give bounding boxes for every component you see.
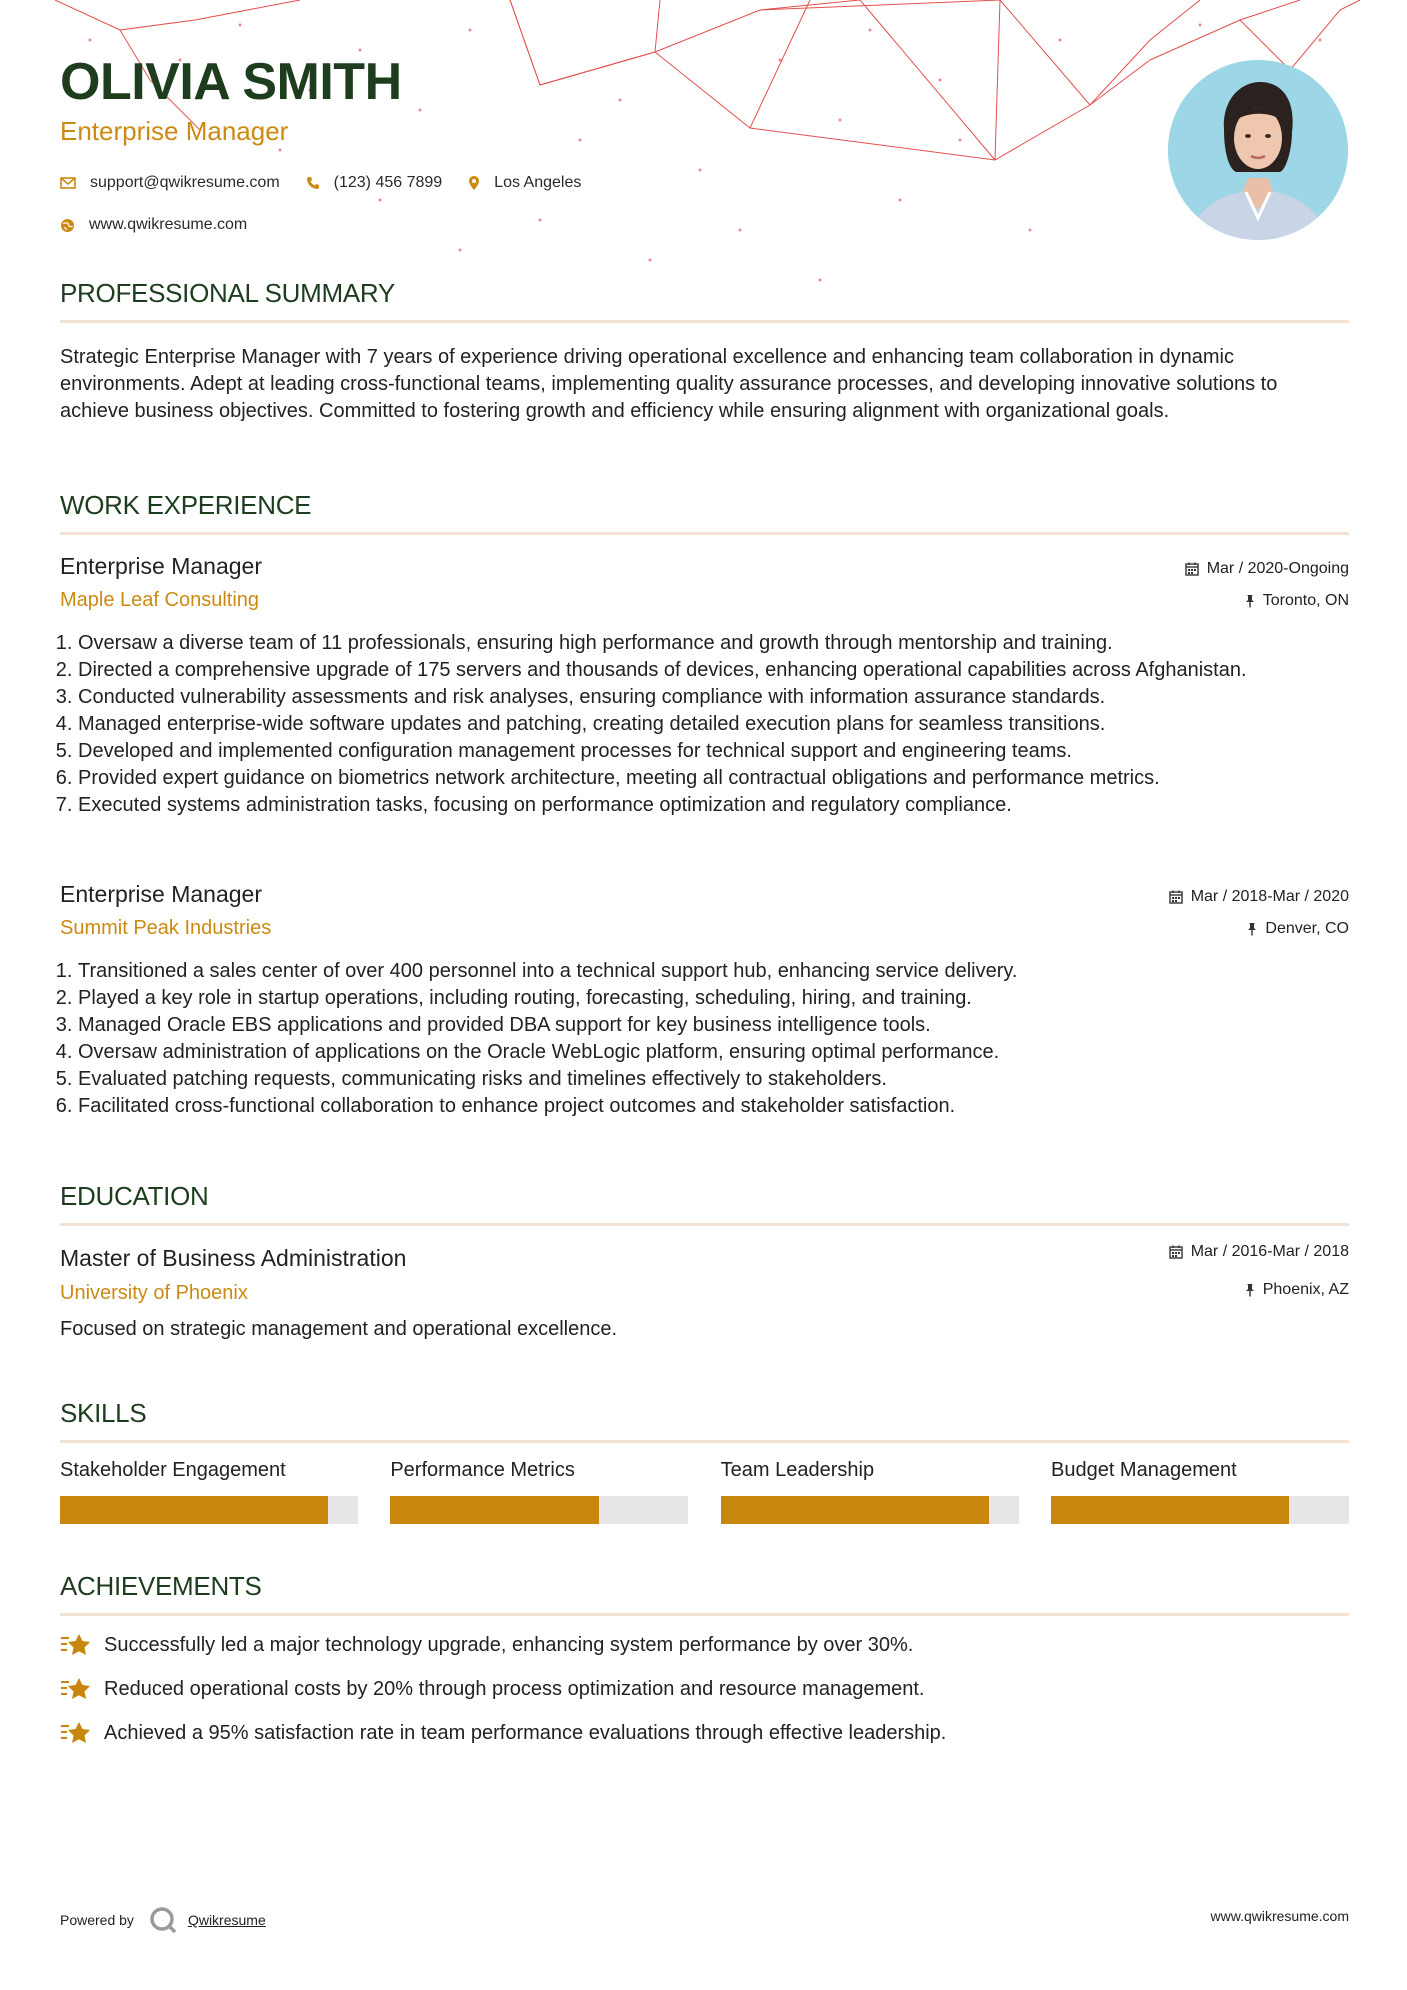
skill-bar xyxy=(1051,1496,1349,1524)
job-location-text: Denver, CO xyxy=(1265,920,1349,937)
education-section-header xyxy=(60,1183,1349,1226)
job-bullet: 1. Transitioned a sales center of over 400 personnel into a technical support hub, enhancing service delivery. xyxy=(78,958,1367,985)
brand-link[interactable]: Qwikresume xyxy=(187,1912,266,1928)
calendar-icon xyxy=(1185,562,1199,576)
education-dates xyxy=(1169,1244,1349,1260)
job-location xyxy=(1245,593,1349,609)
summary-heading: PROFESSIONAL SUMMARY xyxy=(60,278,395,308)
job-bullet: 6. Provided expert guidance on biometrics network architecture, meeting all contractual obligations and performance metrics. xyxy=(78,765,1367,792)
skill-bar xyxy=(60,1496,358,1524)
job-dates xyxy=(1169,889,1349,905)
contact-website[interactable] xyxy=(60,216,247,234)
pushpin-icon xyxy=(1245,1283,1255,1297)
skill-item xyxy=(1051,1460,1349,1524)
achievement-text: Successfully led a major technology upgrade, enhancing system performance by over 30%. xyxy=(104,1633,914,1656)
contact-location xyxy=(468,174,581,192)
skill-item xyxy=(390,1460,688,1524)
experience-heading: WORK EXPERIENCE xyxy=(60,490,312,520)
candidate-name: OLIVIA SMITH xyxy=(60,53,402,111)
phone-icon xyxy=(306,176,320,190)
skill-bar-fill xyxy=(1051,1496,1289,1524)
pushpin-icon xyxy=(1245,594,1255,608)
skills-heading: SKILLS xyxy=(60,1398,147,1428)
skill-bar-fill xyxy=(721,1496,989,1524)
skill-bar xyxy=(390,1496,688,1524)
job-bullet: 1. Oversaw a diverse team of 11 professionals, ensuring high performance and growth through mentorship and training. xyxy=(78,630,1367,657)
section-divider xyxy=(60,1613,1349,1616)
skill-bar xyxy=(721,1496,1019,1524)
education-description: Focused on strategic management and operational excellence. xyxy=(60,1318,618,1340)
education-heading: EDUCATION xyxy=(60,1181,209,1211)
skills-section-header xyxy=(60,1400,1349,1443)
job-bullet: 2. Played a key role in startup operations, including routing, forecasting, scheduling, hiring, and training. xyxy=(78,985,1367,1012)
summary-text: Strategic Enterprise Manager with 7 years of experience driving operational excellence and enhancing team collaboration in dynamic environments. Adept at leading cross-functional teams, implementing quality assurance processes, and developing innovative solutions to achieve business objectives. Committed to fostering growth and efficiency while ensuring alignment with organizational goals. xyxy=(60,346,1278,422)
job-bullet: 4. Oversaw administration of applications on the Oracle WebLogic platform, ensuring optimal performance. xyxy=(78,1039,1367,1066)
job-dates-text: Mar / 2018-Mar / 2020 xyxy=(1190,888,1349,905)
job-bullet: 5. Developed and implemented configuration management processes for technical support and engineering teams. xyxy=(78,738,1367,765)
education-location xyxy=(1245,1282,1349,1298)
profile-photo xyxy=(1168,60,1348,240)
star-icon xyxy=(60,1720,92,1746)
degree-title: Master of Business Administration xyxy=(60,1245,407,1271)
section-divider xyxy=(60,532,1349,535)
calendar-icon xyxy=(1169,1245,1183,1259)
achievement-item xyxy=(60,1676,924,1702)
job-dates xyxy=(1185,561,1349,577)
email-text: support@qwikresume.com xyxy=(90,174,280,191)
section-divider xyxy=(60,1440,1349,1443)
job-bullet: 7. Executed systems administration tasks, focusing on performance optimization and regulatory compliance. xyxy=(78,792,1367,819)
website-text: www.qwikresume.com xyxy=(89,216,248,233)
candidate-title: Enterprise Manager xyxy=(60,116,289,146)
portrait-image xyxy=(1168,60,1348,240)
achievement-text: Reduced operational costs by 20% through process optimization and resource management. xyxy=(104,1677,925,1700)
contact-phone[interactable] xyxy=(306,174,443,192)
skill-label: Team Leadership xyxy=(720,1459,875,1481)
star-icon xyxy=(60,1632,92,1658)
summary-section-header xyxy=(60,280,1349,323)
achievements-heading: ACHIEVEMENTS xyxy=(60,1571,262,1601)
footer-website[interactable]: www.qwikresume.com xyxy=(1210,1908,1349,1924)
job-bullet: 6. Facilitated cross-functional collaboration to enhance project outcomes and stakeholder satisfaction. xyxy=(78,1093,1367,1120)
education-location-text: Phoenix, AZ xyxy=(1262,1281,1349,1298)
pushpin-icon xyxy=(1247,922,1257,936)
school-name: University of Phoenix xyxy=(60,1282,248,1304)
star-icon xyxy=(60,1676,92,1702)
achievements-section-header xyxy=(60,1573,1349,1616)
map-pin-icon xyxy=(468,175,480,191)
skill-label: Stakeholder Engagement xyxy=(60,1459,286,1481)
skills-list xyxy=(60,1460,1349,1524)
job-bullet: 5. Evaluated patching requests, communicating risks and timelines effectively to stakeholders. xyxy=(78,1066,1367,1093)
section-divider xyxy=(60,320,1349,323)
job-title: Enterprise Manager xyxy=(60,553,262,579)
job-title: Enterprise Manager xyxy=(60,881,262,907)
calendar-icon xyxy=(1169,890,1183,904)
job-bullet: 3. Managed Oracle EBS applications and provided DBA support for key business intelligence tools. xyxy=(78,1012,1367,1039)
achievement-text: Achieved a 95% satisfaction rate in team performance evaluations through effective leadership. xyxy=(104,1721,947,1744)
achievement-item xyxy=(60,1720,946,1746)
skill-bar-fill xyxy=(60,1496,328,1524)
job-location xyxy=(1247,921,1349,937)
job-bullet: 3. Conducted vulnerability assessments and risk analyses, ensuring compliance with information assurance standards. xyxy=(78,684,1367,711)
job-bullet-list xyxy=(60,630,1367,819)
achievement-item xyxy=(60,1632,913,1658)
job-bullet: 2. Directed a comprehensive upgrade of 175 servers and thousands of devices, enhancing operational capabilities across Afghanistan. xyxy=(78,657,1367,684)
powered-by-label: Powered by xyxy=(60,1912,134,1928)
company-name: Maple Leaf Consulting xyxy=(60,589,260,611)
skill-label: Budget Management xyxy=(1050,1459,1237,1481)
contact-row-website xyxy=(60,216,273,234)
skill-bar-fill xyxy=(390,1496,599,1524)
contact-email[interactable] xyxy=(60,174,280,192)
contact-row xyxy=(60,174,607,192)
skill-item xyxy=(60,1460,358,1524)
job-bullet: 4. Managed enterprise-wide software updates and patching, creating detailed execution plans for seamless transitions. xyxy=(78,711,1367,738)
location-text: Los Angeles xyxy=(494,174,582,191)
section-divider xyxy=(60,1223,1349,1226)
job-bullet-list xyxy=(60,958,1367,1120)
education-dates-text: Mar / 2016-Mar / 2018 xyxy=(1190,1243,1349,1260)
experience-section-header xyxy=(60,492,1349,535)
job-dates-text: Mar / 2020-Ongoing xyxy=(1206,560,1349,577)
job-location-text: Toronto, ON xyxy=(1262,592,1349,609)
footer-powered-by xyxy=(60,1905,266,1935)
qwikresume-logo xyxy=(148,1905,178,1935)
skill-item xyxy=(721,1460,1019,1524)
company-name: Summit Peak Industries xyxy=(60,917,272,939)
skill-label: Performance Metrics xyxy=(390,1459,575,1481)
envelope-icon xyxy=(60,177,76,189)
phone-text: (123) 456 7899 xyxy=(333,174,443,191)
globe-icon xyxy=(60,218,75,233)
